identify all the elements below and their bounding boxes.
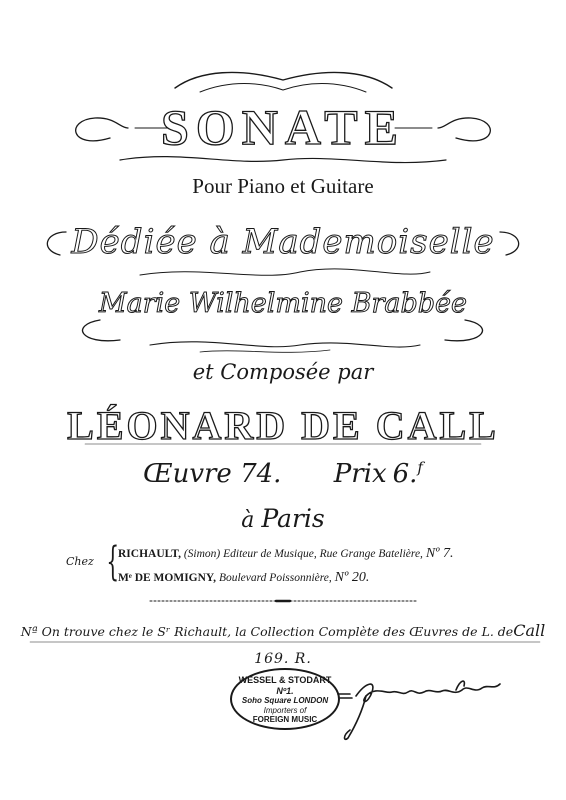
stamp-line-4: Importers of [263, 706, 307, 715]
brace-icon: { [106, 539, 120, 585]
dedication-line: Dédiée à Mademoiselle [71, 222, 495, 262]
price-label: Prix [333, 458, 387, 489]
plate-number: 169. R. [254, 651, 312, 667]
place-city: Paris [261, 504, 325, 533]
place-prefix: à [241, 508, 255, 533]
stamp-line-2: Nº1. [276, 686, 294, 696]
publisher-2-name: Mᵉ DE MOMIGNY, [118, 572, 217, 584]
work-title: SONATE [161, 99, 405, 155]
stamp-line-3: Soho Square LONDON [241, 696, 329, 705]
collection-note [0, 621, 566, 640]
price-unit: f [417, 458, 423, 476]
place-line [0, 504, 566, 533]
stamp-line-1: WESSEL & STODART [238, 675, 332, 685]
note-text: On trouve chez le Sʳ Richault, la Collection Complète des Œuvres de [41, 624, 478, 639]
composer-name: LÉONARD DE CALL [67, 403, 499, 448]
dealer-stamp [230, 668, 340, 730]
publisher-1-address: (Simon) Editeur de Musique, Rue Grange Batelière, [183, 548, 423, 560]
stamp-line-5: FOREIGN MUSIC [252, 715, 318, 724]
publisher-1-name: RICHAULT, [118, 548, 181, 560]
note-name: Call [513, 621, 546, 640]
publisher-2-number: Nº 20. [334, 570, 370, 585]
publisher-line-2 [118, 570, 369, 586]
publisher-2-address: Boulevard Poissonnière, [218, 572, 332, 584]
composed-by-line: et Composée par [192, 360, 374, 384]
chez-label: Chez [66, 555, 94, 568]
publisher-line-1 [118, 546, 454, 562]
publisher-1-number: Nº 7. [425, 546, 454, 561]
price [334, 459, 423, 489]
handwritten-signature [336, 672, 506, 742]
note-nb: Nª [20, 624, 38, 639]
price-value: 6. [392, 458, 418, 489]
note-initial: L. de [481, 624, 514, 639]
instrumentation: Pour Piano et Guitare [192, 174, 374, 198]
opus-price-row [0, 458, 566, 489]
opus-number: Œuvre 74. [143, 458, 282, 489]
dedicatee-name: Marie Wilhelmine Brabbée [99, 288, 467, 319]
